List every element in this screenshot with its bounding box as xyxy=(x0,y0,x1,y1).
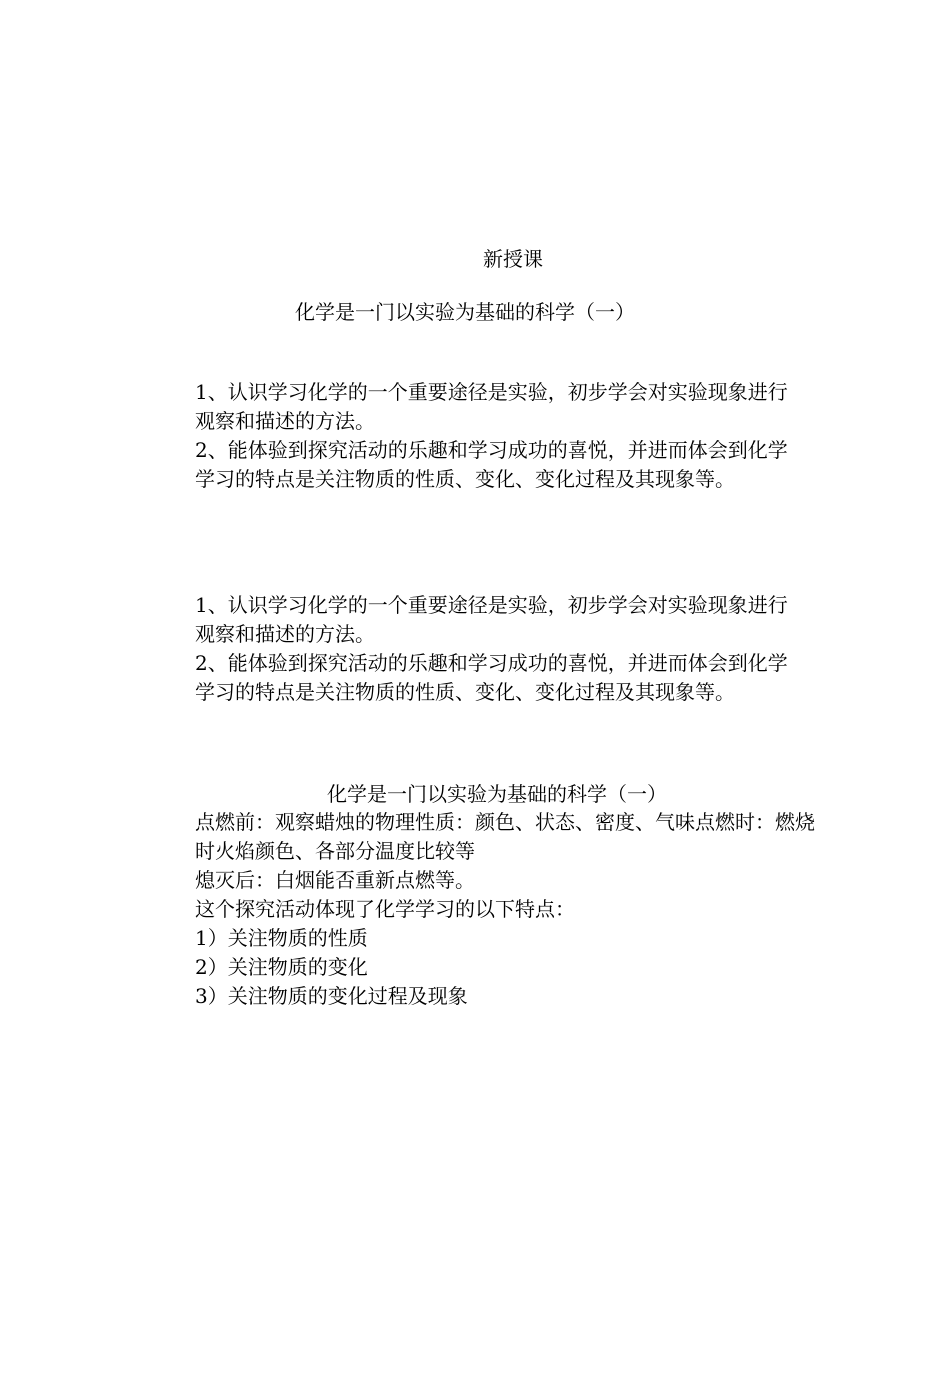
objectives-block-2 xyxy=(195,591,835,707)
objective-line: 1、认识学习化学的一个重要途径是实验，初步学会对实验现象进行 xyxy=(195,380,788,404)
objective-line: 2、能体验到探究活动的乐趣和学习成功的喜悦，并进而体会到化学 xyxy=(195,651,788,675)
objective-line: 学习的特点是关注物质的性质、变化、变化过程及其现象等。 xyxy=(195,467,735,491)
lesson-type-heading: 新授课 xyxy=(483,247,543,271)
lesson-title: 化学是一门以实验为基础的科学（一） xyxy=(295,300,635,324)
notes-line: 时火焰颜色、各部分温度比较等 xyxy=(195,839,475,863)
objective-line: 2、能体验到探究活动的乐趣和学习成功的喜悦，并进而体会到化学 xyxy=(195,438,788,462)
notes-line: 2）关注物质的变化 xyxy=(195,955,368,979)
objective-line: 1、认识学习化学的一个重要途径是实验，初步学会对实验现象进行 xyxy=(195,593,788,617)
notes-line: 熄灭后：白烟能否重新点燃等。 xyxy=(195,868,475,892)
objective-line: 学习的特点是关注物质的性质、变化、变化过程及其现象等。 xyxy=(195,680,735,704)
objective-line: 观察和描述的方法。 xyxy=(195,409,375,433)
section-title: 化学是一门以实验为基础的科学（一） xyxy=(327,782,667,806)
objective-line: 观察和描述的方法。 xyxy=(195,622,375,646)
notes-line: 1）关注物质的性质 xyxy=(195,926,368,950)
experiment-notes xyxy=(195,808,835,1011)
notes-line: 这个探究活动体现了化学学习的以下特点： xyxy=(195,897,575,921)
objectives-block-1 xyxy=(195,378,835,494)
notes-line: 3）关注物质的变化过程及现象 xyxy=(195,984,468,1008)
notes-line: 点燃前：观察蜡烛的物理性质：颜色、状态、密度、气味点燃时：燃烧 xyxy=(195,810,815,834)
